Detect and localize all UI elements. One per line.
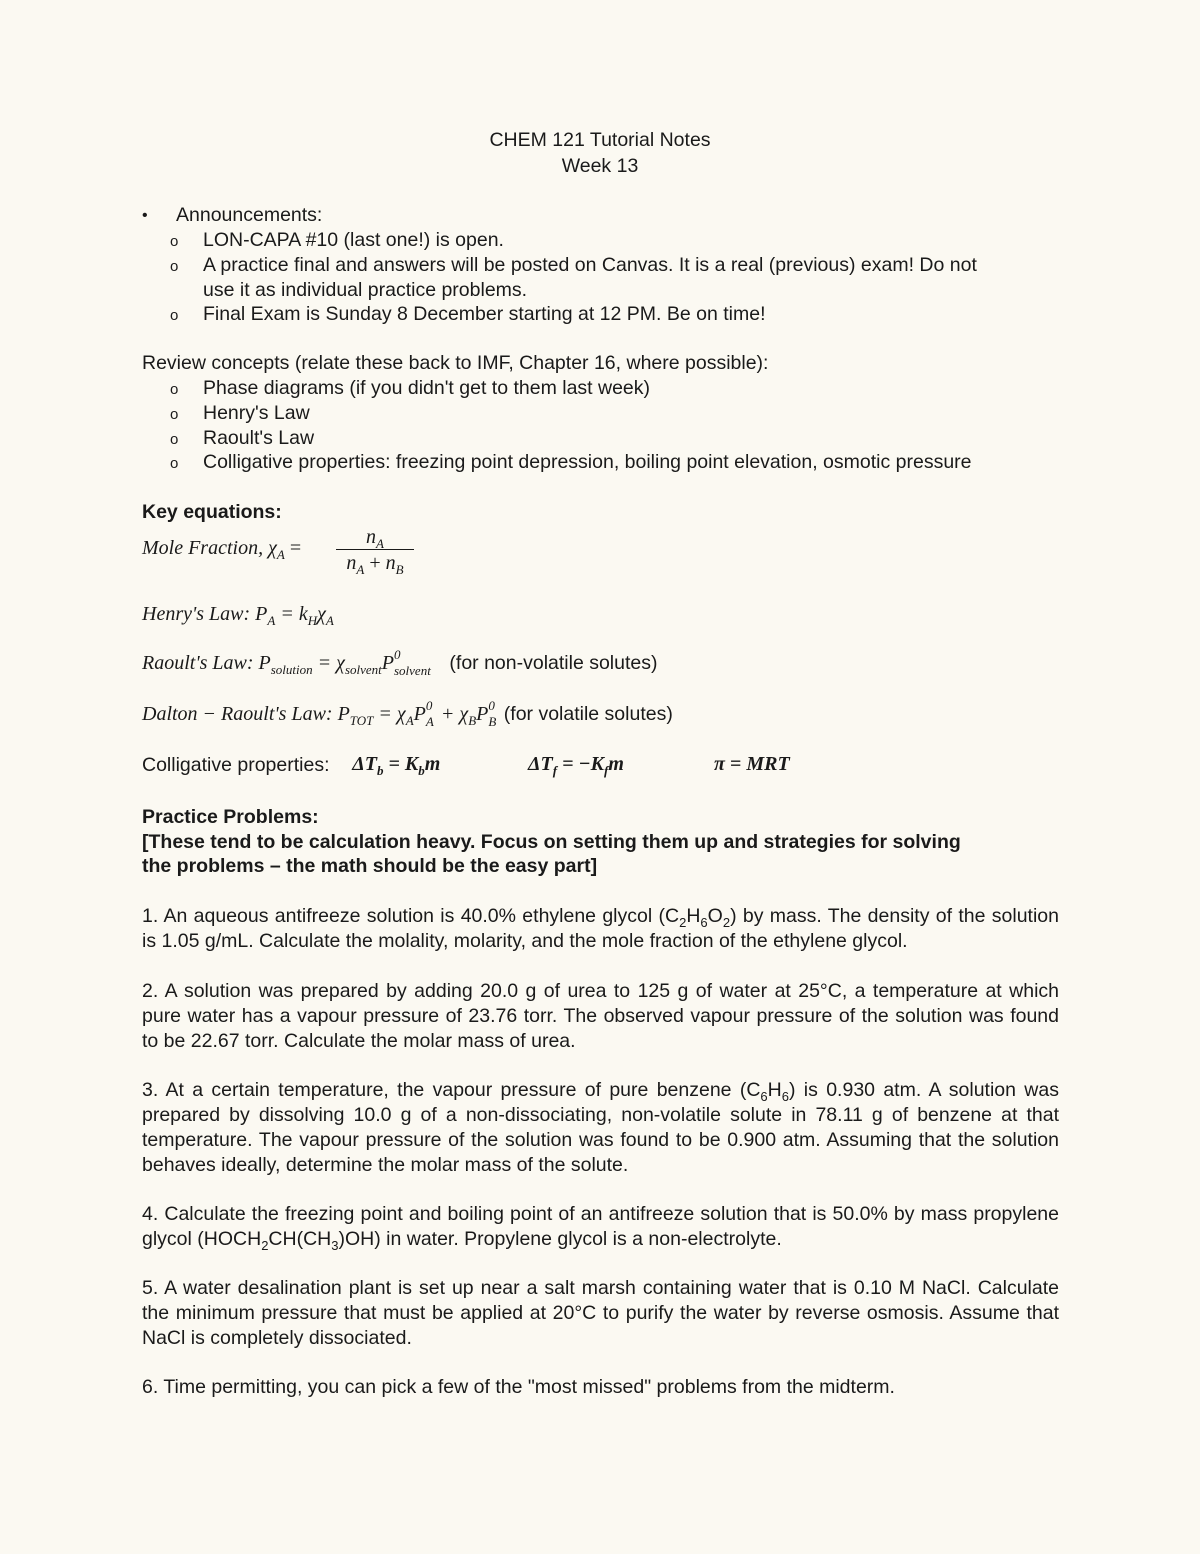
variable: m [424, 753, 441, 775]
variable: = K [383, 753, 419, 775]
subscript: 2 [722, 914, 731, 930]
variable: n [366, 526, 377, 548]
variable: = χ [312, 652, 345, 674]
subscript: 6 [781, 1088, 789, 1104]
mole-fraction-fraction [336, 526, 414, 577]
variable: P [253, 652, 271, 674]
variable: P [381, 652, 394, 674]
sub-bullet-marker: o [170, 233, 179, 250]
subscript: b [418, 763, 425, 778]
sub-bullet-marker: o [170, 431, 179, 448]
variable: = χ [373, 703, 406, 725]
review-item: Raoult's Law [203, 427, 315, 449]
equation-label: Dalton − Raoult's Law: [142, 703, 333, 725]
boiling-point-equation [348, 753, 440, 776]
variable: ΔT [528, 753, 553, 775]
subscript: f [603, 763, 609, 778]
problem-text: H [686, 905, 701, 927]
problem-text: CH(CH [268, 1228, 332, 1250]
bullet-marker: • [142, 207, 148, 224]
problem-text: O [707, 905, 723, 927]
announcements-heading: Announcements: [176, 204, 323, 226]
announcement-item: A practice final and answers will be posted on Canvas. It is a real (previous) exam! Do not [203, 254, 977, 276]
equation-label: Henry's Law: [142, 603, 251, 625]
equation-note: (for non-volatile solutes) [443, 652, 658, 674]
variable: P [250, 603, 268, 625]
subscript: 2 [261, 1237, 269, 1253]
subscript: 2 [679, 914, 687, 930]
osmotic-pressure-equation: π = MRT [714, 753, 790, 775]
subscript: A [376, 536, 384, 551]
problem-1 [142, 904, 1059, 954]
practice-note: [These tend to be calculation heavy. Focus on setting them up and strategies for solving [142, 831, 961, 853]
variable: ΔT [348, 753, 378, 775]
equation-label: Raoult's Law: [142, 652, 254, 674]
subscript: 3 [331, 1237, 339, 1253]
equations-heading: Key equations: [142, 501, 282, 523]
raoult-law-equation [142, 647, 658, 678]
problem-text: ) by mass. The density of the solution is 1.05 g/mL. Calculate the molality, molarity, and the mole fraction of the ethylene glycol. [142, 905, 1059, 952]
sub-bullet-marker: o [170, 307, 179, 324]
subscript: A [267, 613, 276, 628]
equation-note: (for volatile solutes) [498, 703, 673, 725]
review-item: Colligative properties: freezing point depression, boiling point elevation, osmotic pressure [203, 451, 972, 473]
review-item: Phase diagrams (if you didn't get to them last week) [203, 377, 651, 399]
subscript: f [552, 763, 558, 778]
subscript: 6 [700, 914, 708, 930]
problem-text: H [767, 1079, 782, 1101]
variable: = −K [557, 753, 604, 775]
sup-sub-stack: 0 solvent [393, 647, 431, 678]
sub-bullet-marker: o [170, 455, 179, 472]
subscript: A [276, 547, 285, 562]
fraction-denominator [336, 552, 414, 577]
subscript: B [468, 713, 477, 728]
sup-sub-stack: 0 A [425, 698, 434, 729]
chi-symbol: χ [317, 603, 326, 625]
variable: P [476, 703, 489, 725]
review-heading: Review concepts (relate these back to IMF, Chapter 16, where possible): [142, 352, 769, 374]
problem-4 [142, 1202, 1059, 1252]
subscript: solution [270, 662, 313, 677]
freezing-point-equation [528, 753, 624, 776]
subscript: 6 [760, 1088, 768, 1104]
practice-heading: Practice Problems: [142, 806, 319, 828]
problem-text: ) is 0.930 atm. A solution was prepared by dissolving 10.0 g of a non-dissociating, non-volatile solute in 78.11 g of benzene at that temperature. The vapour pressure of the solution was found to be 0.900 atm. Assuming that the solution behaves ideally, determine the molar mass of the solute. [142, 1079, 1059, 1176]
variable: + χ [435, 703, 469, 725]
document-title: CHEM 121 Tutorial Notes [489, 129, 711, 151]
variable: = k [275, 603, 308, 625]
subscript: A [405, 713, 414, 728]
variable: P [413, 703, 426, 725]
subscript: b [377, 763, 384, 778]
review-item: Henry's Law [203, 402, 310, 424]
problem-5: 5. A water desalination plant is set up near a salt marsh containing water that is 0.10 M NaCl. Calculate the minimum pressure that must be applied at 20°C to purify the water by reverse osmosis. Assume that NaCl is completely dissociated. [142, 1277, 1059, 1349]
practice-note-continued: the problems – the math should be the easy part] [142, 855, 598, 877]
variable: n [346, 552, 357, 574]
subscript: solvent [344, 662, 382, 677]
document-subtitle: Week 13 [561, 155, 639, 177]
plus-sign: + [364, 552, 386, 574]
equals-sign: = [284, 537, 302, 559]
problem-text: 4. Calculate the freezing point and boiling point of an antifreeze solution that is 50.0% by mass propylene glycol (HOCH [142, 1203, 1059, 1250]
subscript: TOT [349, 713, 374, 728]
sup-sub-stack: 0 B [488, 698, 497, 729]
variable: m [608, 753, 624, 775]
announcement-item: Final Exam is Sunday 8 December starting at 12 PM. Be on time! [203, 303, 766, 325]
problem-text: )OH) in water. Propylene glycol is a non-electrolyte. [338, 1228, 782, 1250]
sub-bullet-marker: o [170, 258, 179, 275]
chi-symbol: χ [268, 537, 277, 559]
problem-6: 6. Time permitting, you can pick a few of the "most missed" problems from the midterm. [142, 1376, 895, 1398]
announcement-item-continued: use it as individual practice problems. [203, 279, 528, 301]
problem-text: 3. At a certain temperature, the vapour pressure of pure benzene (C [142, 1079, 761, 1101]
fraction-numerator [336, 526, 414, 551]
equation-label: Mole Fraction, [142, 537, 264, 559]
dalton-raoult-equation [142, 698, 673, 729]
variable: n [385, 552, 396, 574]
variable: P [332, 703, 350, 725]
problem-text: 1. An aqueous antifreeze solution is 40.0% ethylene glycol (C [142, 905, 680, 927]
colligative-label: Colligative properties: [142, 754, 330, 776]
subscript: A [356, 562, 365, 577]
sub-bullet-marker: o [170, 406, 179, 423]
henry-law-equation [142, 603, 334, 626]
fraction-bar [336, 549, 414, 550]
problem-2: 2. A solution was prepared by adding 20.0 g of urea to 125 g of water at 25°C, a temperature at which pure water has a vapour pressure of 23.76 torr. The observed vapour pressure of the solution was found to be 22.67 torr. Calculate the molar mass of urea. [142, 980, 1059, 1052]
announcement-item: LON-CAPA #10 (last one!) is open. [203, 229, 504, 251]
subscript: A [325, 613, 334, 628]
subscript: H [307, 613, 318, 628]
problem-3 [142, 1078, 1059, 1178]
subscript: B [395, 562, 404, 577]
sub-bullet-marker: o [170, 381, 179, 398]
mole-fraction-equation [142, 537, 301, 560]
